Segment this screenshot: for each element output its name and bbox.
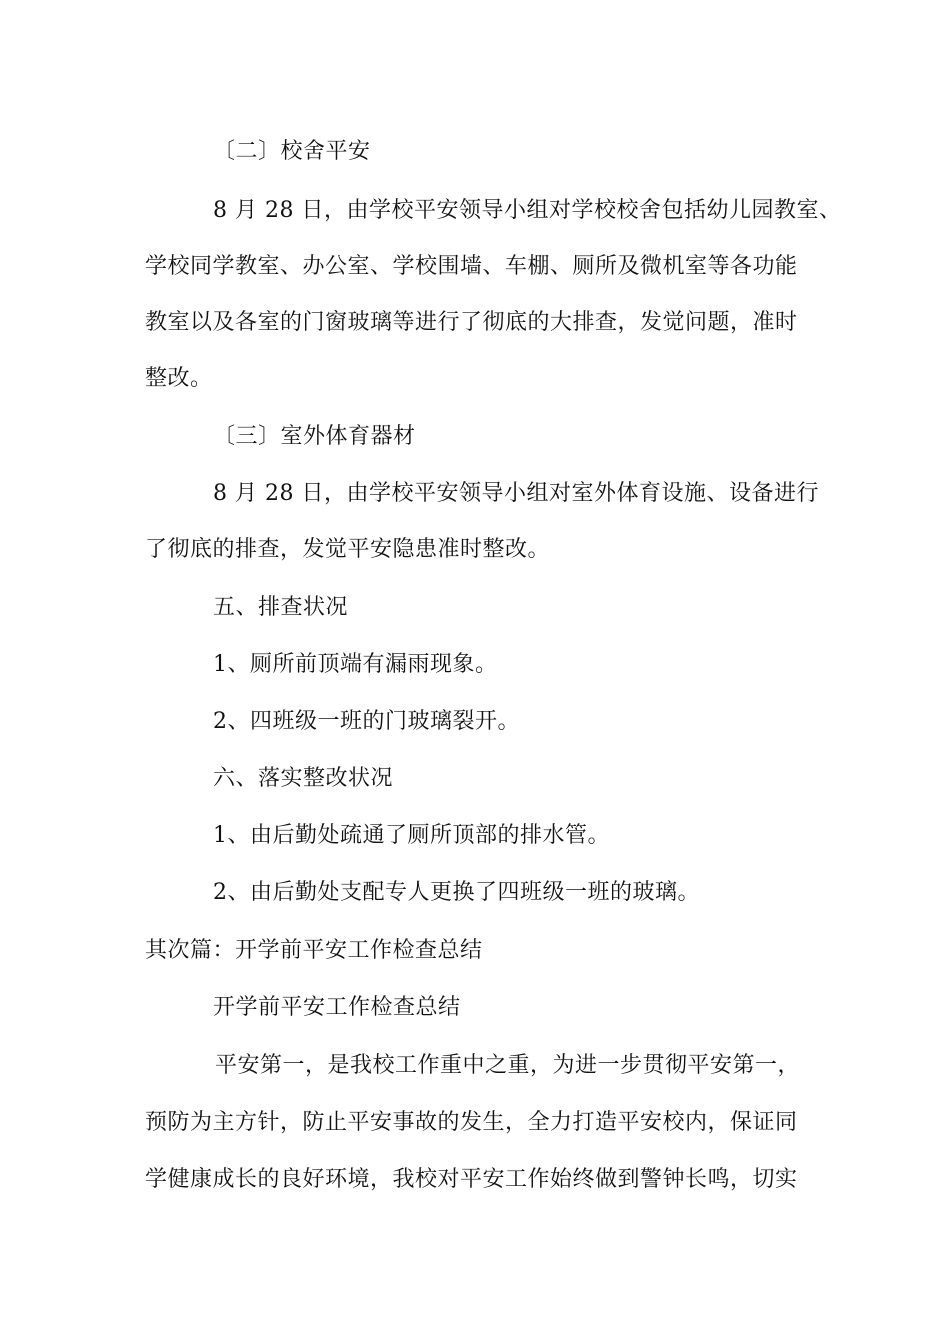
paragraph-line: 8 月 28 日，由学校平安领导小组对室外体育设施、设备进行 (213, 481, 819, 506)
list-item: 1、厕所前顶端有漏雨现象。 (213, 652, 498, 677)
section-heading-outdoor-equipment: 〔三〕室外体育器材 (213, 424, 416, 449)
document-subtitle: 开学前平安工作检查总结 (213, 995, 461, 1020)
paragraph-line: 教室以及各室的门窗玻璃等进行了彻底的大排查，发觉问题，准时 (145, 310, 798, 335)
list-item: 1、由后勤处疏通了厕所顶部的排水管。 (213, 823, 610, 848)
section-heading-rectification-status: 六、落实整改状况 (213, 766, 394, 791)
list-item: 2、四班级一班的门玻璃裂开。 (213, 709, 520, 734)
paragraph-line: 预防为主方针，防止平安事故的发生，全力打造平安校内，保证同 (145, 1110, 798, 1135)
paragraph-line: 整改。 (145, 366, 213, 391)
paragraph-line: 了彻底的排查，发觉平安隐患准时整改。 (145, 537, 551, 562)
paragraph-line: 学健康成长的良好环境，我校对平安工作始终做到警钟长鸣，切实 (145, 1167, 798, 1192)
paragraph-line: 平安第一，是我校工作重中之重，为进一步贯彻平安第一， (215, 1053, 801, 1078)
paragraph-line: 8 月 28 日，由学校平安领导小组对学校校舍包括幼儿园教室、 (213, 198, 842, 223)
section-heading-inspection-status: 五、排查状况 (213, 595, 349, 620)
paragraph-line: 学校同学教室、办公室、学校围墙、车棚、厕所及微机室等各功能 (145, 254, 798, 279)
list-item: 2、由后勤处支配专人更换了四班级一班的玻璃。 (213, 880, 700, 905)
chapter-title: 其次篇：开学前平安工作检查总结 (145, 938, 483, 963)
section-heading-school-building: 〔二〕校舍平安 (213, 139, 371, 164)
